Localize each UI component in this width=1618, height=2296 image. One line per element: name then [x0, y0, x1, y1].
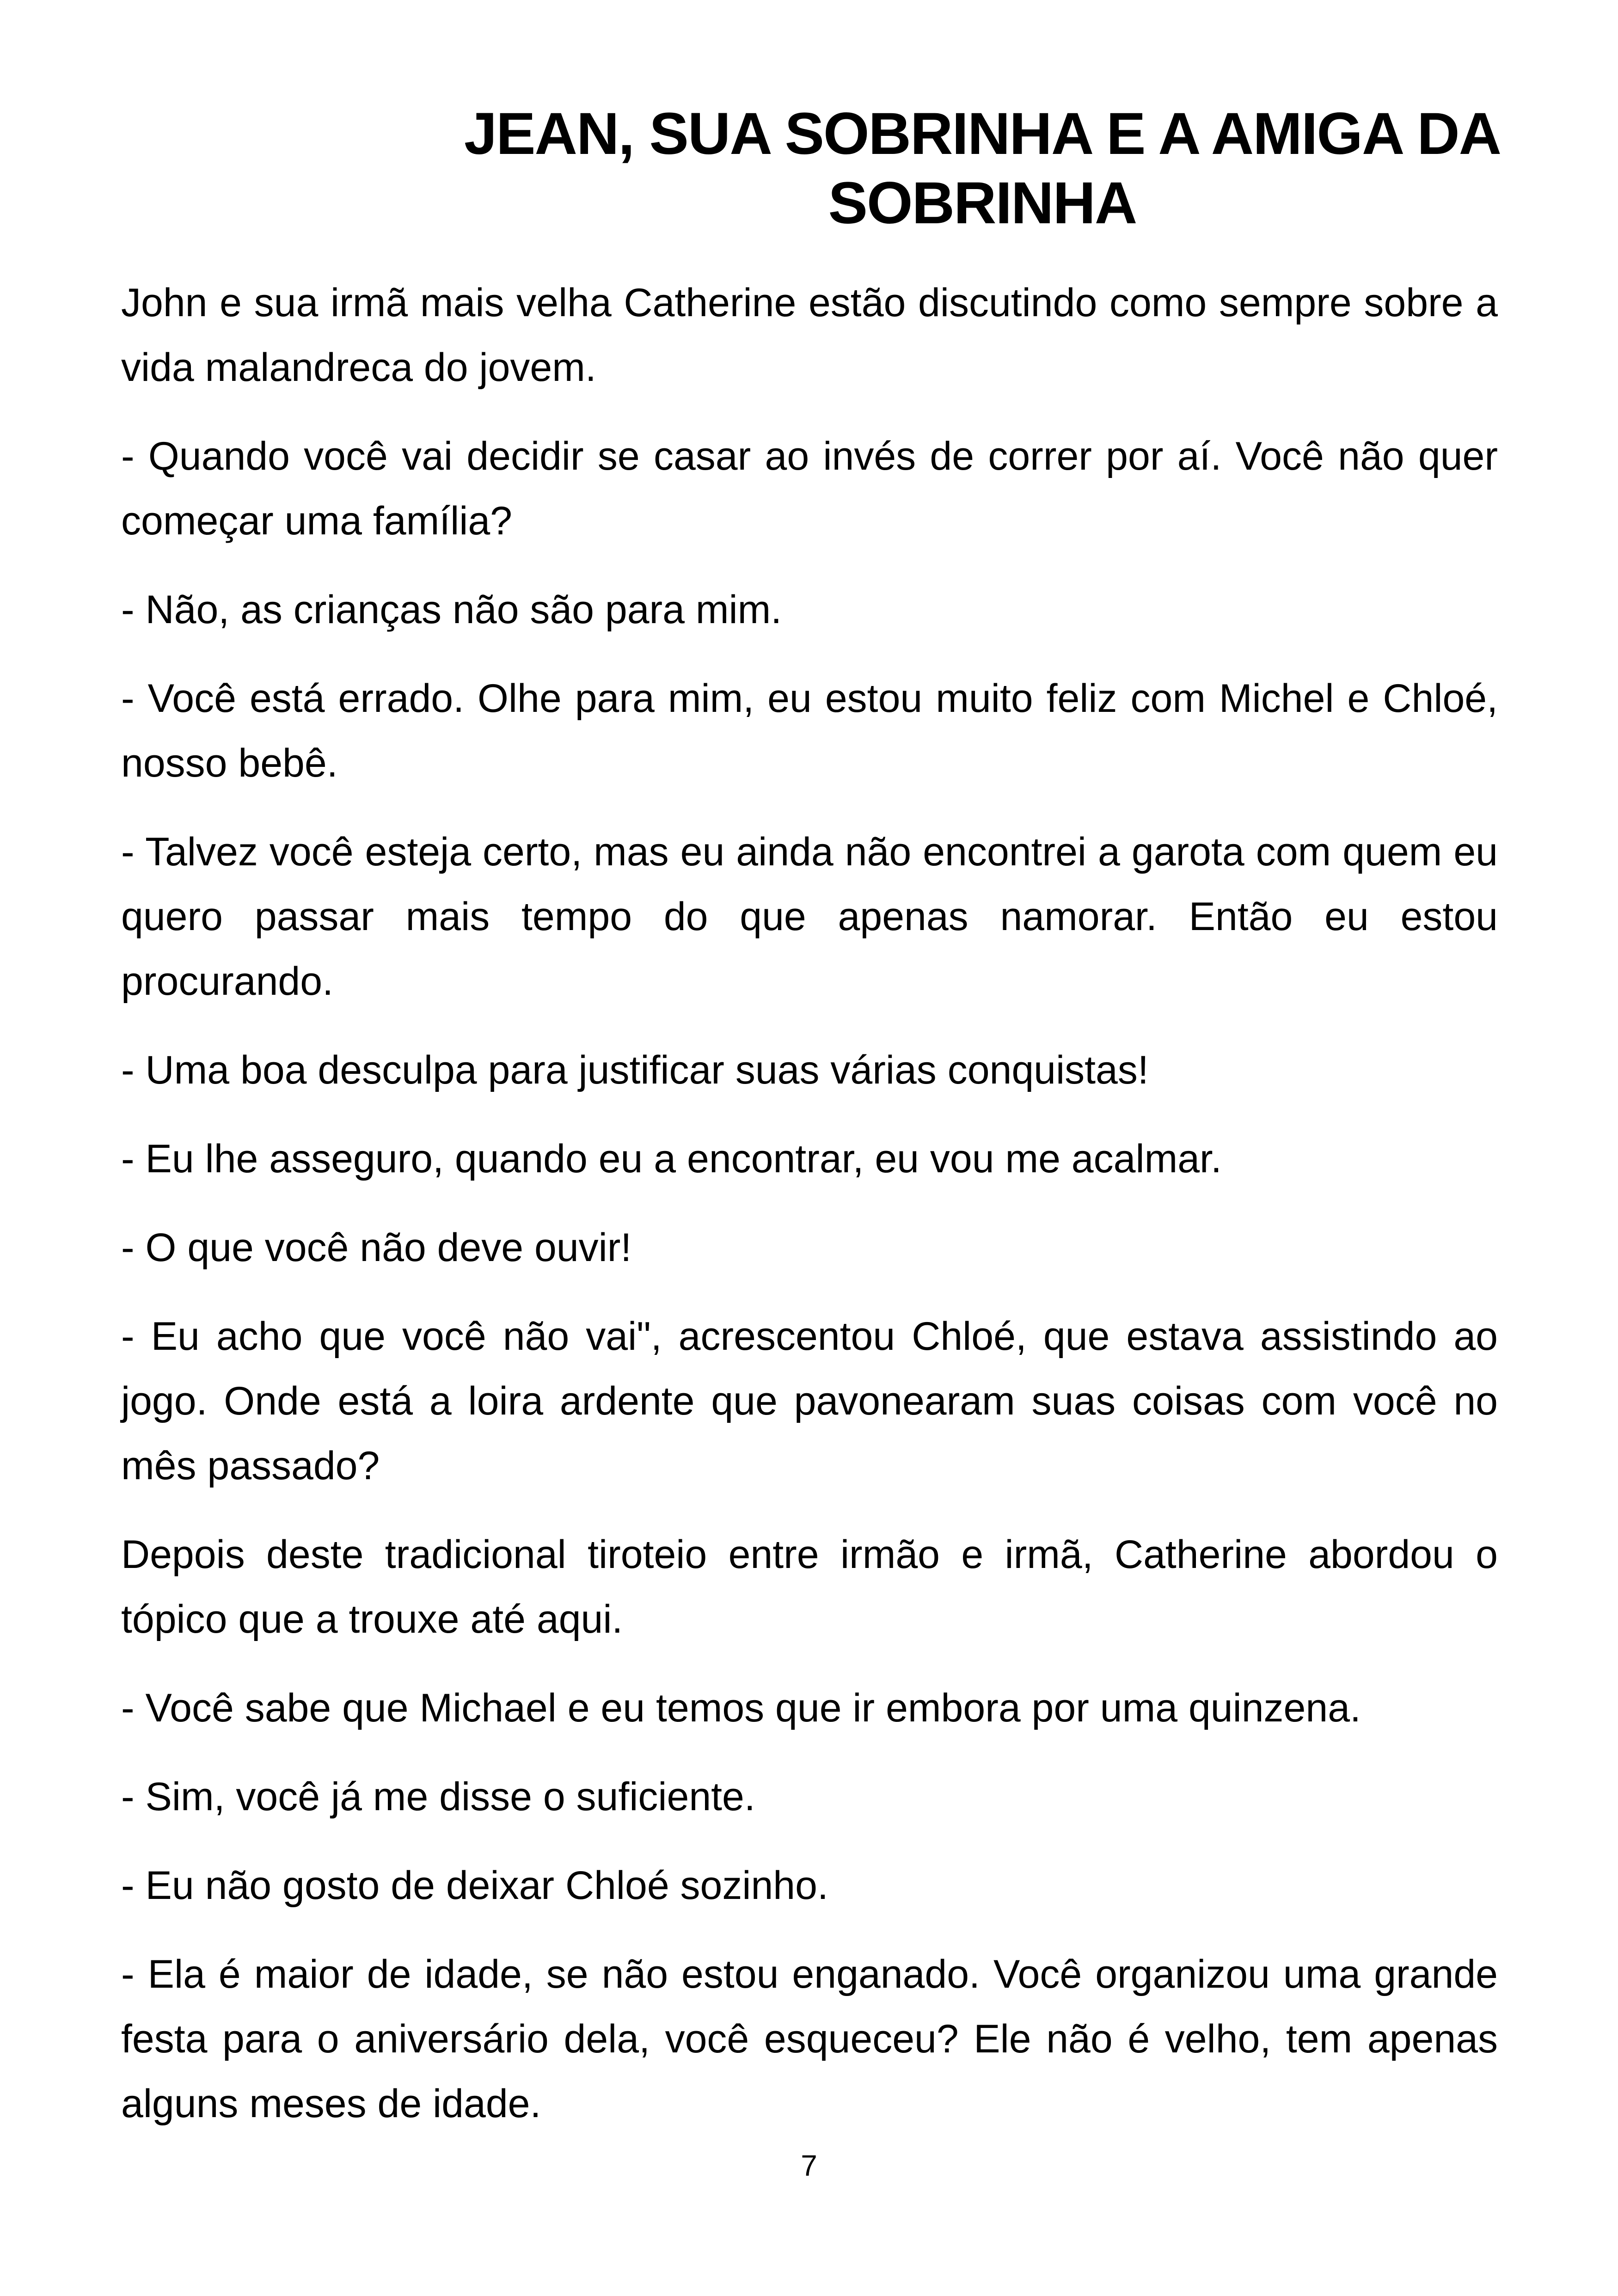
paragraph-14: - Ela é maior de idade, se não estou enganado. Você organizou uma grande festa para o aniversário dela, você esqueceu? Ele não é velho, tem apenas alguns meses de idade.: [121, 1952, 1498, 2126]
paragraph-6: - Uma boa desculpa para justificar suas várias conquistas!: [121, 1048, 1149, 1092]
paragraph-2: - Quando você vai decidir se casar ao invés de correr por aí. Você não quer começar uma família?: [121, 434, 1498, 543]
paragraph-13: - Eu não gosto de deixar Chloé sozinho.: [121, 1863, 828, 1908]
paragraph-10: Depois deste tradicional tiroteio entre irmão e irmã, Catherine abordou o tópico que a trouxe até aqui.: [121, 1532, 1498, 1641]
page-number: 7: [801, 2149, 817, 2182]
body-text: [121, 270, 1498, 2160]
chapter-title: [259, 99, 1618, 238]
paragraph-3: - Não, as crianças não são para mim.: [121, 588, 782, 632]
chapter-title-line-1: JEAN, SUA SOBRINHA E A AMIGA DA: [464, 101, 1501, 167]
paragraph-7: - Eu lhe asseguro, quando eu a encontrar, eu vou me acalmar.: [121, 1137, 1222, 1181]
paragraph-4: - Você está errado. Olhe para mim, eu estou muito feliz com Michel e Chloé, nosso bebê.: [121, 676, 1498, 785]
paragraph-9: - Eu acho que você não vai", acrescentou Chloé, que estava assistindo ao jogo. Onde está a loira ardente que pavonearam suas coisas com você no mês passado?: [121, 1314, 1498, 1488]
paragraph-1: John e sua irmã mais velha Catherine estão discutindo como sempre sobre a vida malandreca do jovem.: [121, 281, 1498, 390]
paragraph-11: - Você sabe que Michael e eu temos que ir embora por uma quinzena.: [121, 1686, 1361, 1730]
paragraph-5: - Talvez você esteja certo, mas eu ainda não encontrei a garota com quem eu quero passar mais tempo do que apenas namorar. Então eu estou procurando.: [121, 830, 1498, 1004]
paragraph-8: - O que você não deve ouvir!: [121, 1225, 632, 1270]
chapter-title-line-2: SOBRINHA: [828, 170, 1137, 236]
paragraph-12: - Sim, você já me disse o suficiente.: [121, 1775, 755, 1819]
